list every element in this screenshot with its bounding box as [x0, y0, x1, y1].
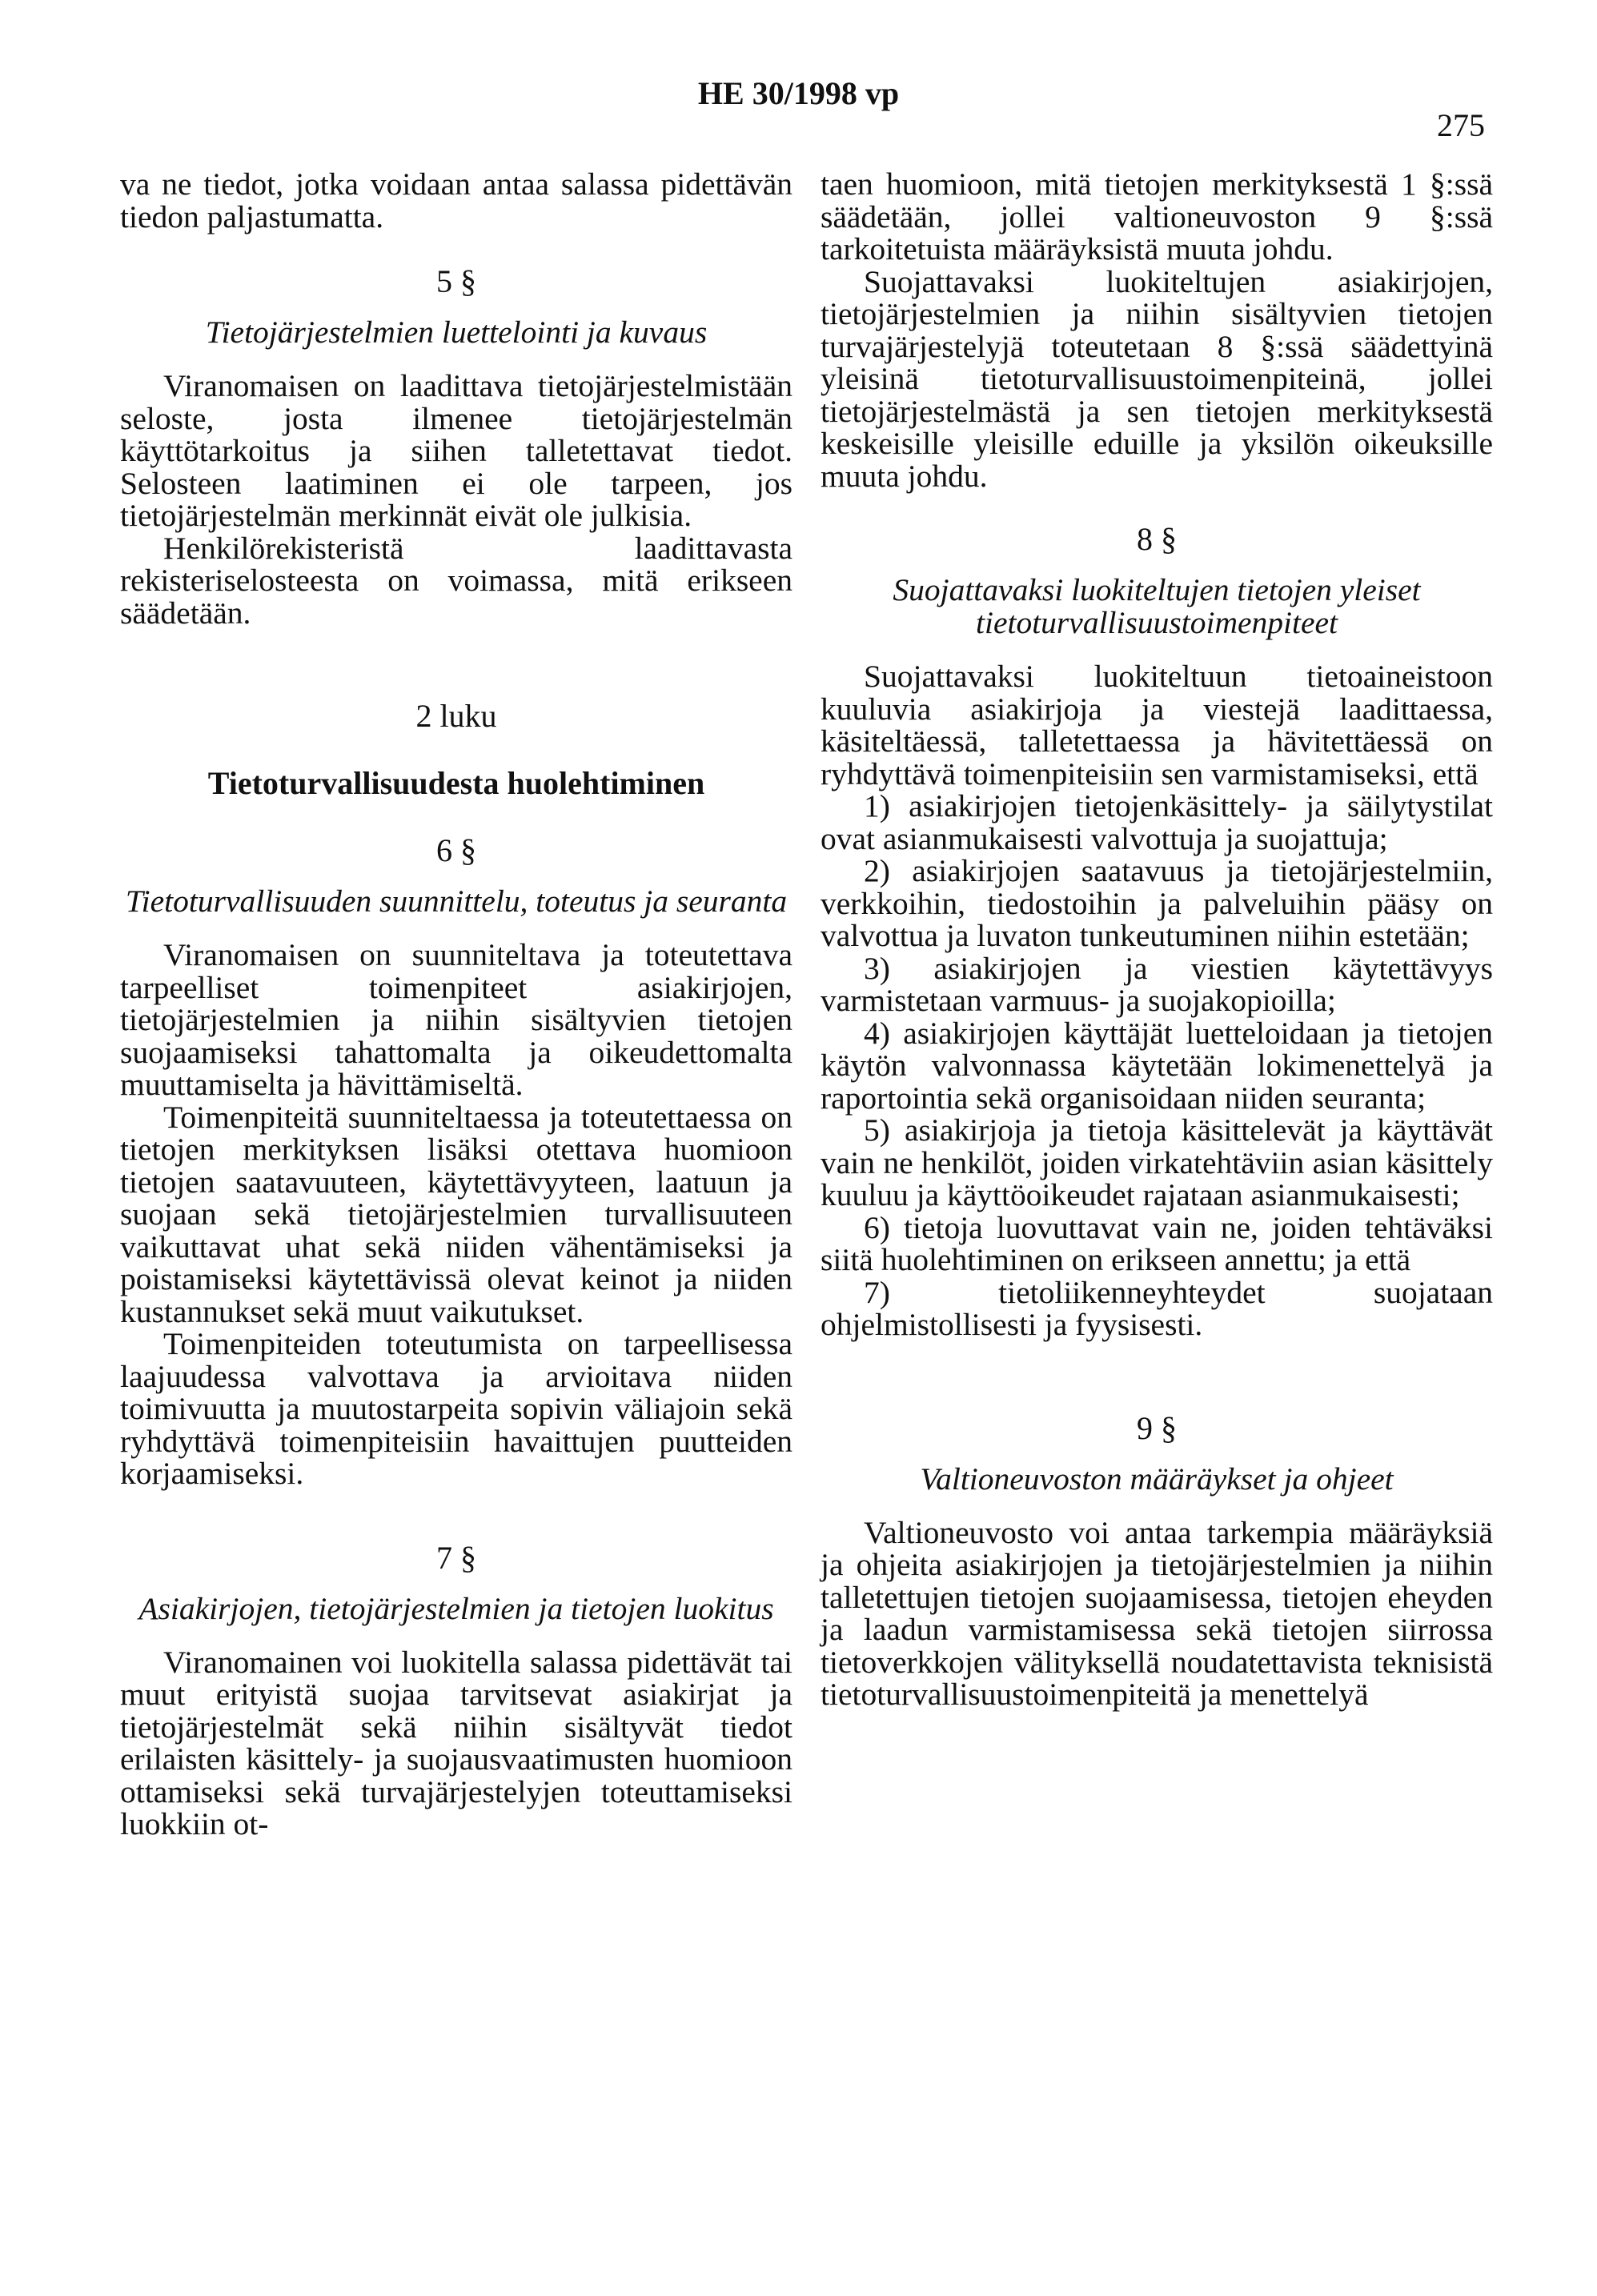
- section-number: 7 §: [436, 1539, 476, 1576]
- section-title: Tietojärjestelmien luettelointi ja kuvaus: [205, 315, 708, 350]
- paragraph: Suojattavaksi luokiteltuun tietoaineistoon kuuluvia asiakirjoja ja viestejä laadittaessa, käsiteltäessä, talletettaessa ja hävitettäessä on ryhdyttävä toimenpiteisiin sen varmistamiseksi, että: [821, 659, 1493, 791]
- right-column: [821, 168, 1493, 1711]
- chapter-number: 2 luku: [415, 698, 497, 734]
- page-number: 275: [1437, 107, 1485, 143]
- paragraph: Henkilörekisteristä laadittavasta rekisteriselosteesta on voimassa, mitä erikseen säädetään.: [120, 530, 792, 631]
- section-title: Asiakirjojen, tietojärjestelmien ja tietojen luokitus: [138, 1590, 774, 1626]
- list-item: 7) tietoliikenneyhteydet suojataan ohjelmistollisesti ja fyysisesti.: [821, 1274, 1493, 1342]
- chapter-title: Tietoturvallisuudesta huolehtiminen: [207, 765, 705, 801]
- paragraph: taen huomioon, mitä tietojen merkityksestä 1 §:ssä säädetään, jollei valtioneuvoston 9 §:ssä tarkoitetuista määräyksistä muuta johdu.: [821, 166, 1493, 266]
- section-title: Suojattavaksi luokiteltujen tietojen yleiset tietoturvallisuustoimenpiteet: [893, 572, 1421, 640]
- list-item: 6) tietoja luovuttavat vain ne, joiden tehtäväksi siitä huolehtiminen on erikseen annettu; ja että: [821, 1209, 1493, 1277]
- paragraph: Toimenpiteitä suunniteltaessa ja toteutettaessa on tietojen merkityksen lisäksi otettava huomioon tietojen saatavuuteen, käytettävyyteen, laatuun ja suojaan sekä tietojärjestelmien turvallisuuteen vaikuttavat uhat sekä niiden vähentämiseksi ja poistamiseksi käytettävissä olevat keinot ja niiden kustannukset sekä muut vaikutukset.: [120, 1099, 792, 1329]
- list-item: 1) asiakirjojen tietojenkäsittely- ja säilytystilat ovat asianmukaisesti valvottuja ja suojattuja;: [821, 788, 1493, 856]
- list-item: 2) asiakirjojen saatavuus ja tietojärjestelmiin, verkkoihin, tiedostoihin ja palveluihin pääsy on valvottua ja luvaton tunkeutuminen niihin estetään;: [821, 853, 1493, 953]
- document-title: HE 30/1998 vp: [697, 75, 900, 111]
- paragraph: Viranomaisen on suunniteltava ja toteutettava tarpeelliset toimenpiteet asiakirjojen, tietojärjestelmien ja niihin sisältyvien tietojen suojaamiseksi tahattomalta ja oikeudettomalta muuttamiselta ja hävittämiseltä.: [120, 937, 792, 1102]
- paragraph: Suojattavaksi luokiteltujen asiakirjojen, tietojärjestelmien ja niihin sisältyvien tietojen turvajärjestelyjä toteutetaan 8 §:ssä säädettyinä yleisinä tietoturvallisuustoimenpiteinä, jollei tietojärjestelmästä ja sen tietojen merkityksestä keskeisille yleisille eduille ja yksilön oikeuksille muuta johdu.: [821, 263, 1493, 494]
- paragraph: Valtioneuvosto voi antaa tarkempia määräyksiä ja ohjeita asiakirjojen ja tietojärjestelmien ja niihin talletettujen tietojen suojaamisessa, tietojen eheyden ja laadun varmistamisessa sekä tietojen siirrossa tietoverkkojen välityksellä noudatettavista teknisistä tietoturvallisuustoimenpiteitä ja menettelyä: [821, 1514, 1493, 1712]
- paragraph: Viranomaisen on laadittava tietojärjestelmistään seloste, josta ilmenee tietojärjestelmän käyttötarkoitus ja siihen talletettavat tiedot. Selosteen laatiminen ei ole tarpeen, jos tietojärjestelmän merkinnät eivät ole julkisia.: [120, 368, 792, 533]
- paragraph: va ne tiedot, jotka voidaan antaa salassa pidettävän tiedon paljastumatta.: [120, 166, 792, 234]
- list-item: 5) asiakirjoja ja tietoja käsittelevät ja käyttävät vain ne henkilöt, joiden virkatehtäviin asian käsittely kuuluu ja käyttöoikeudet rajataan asianmukaisesti;: [821, 1112, 1493, 1212]
- section-number: 9 §: [1137, 1409, 1177, 1446]
- section-number: 6 §: [436, 832, 476, 868]
- paragraph: Toimenpiteiden toteutumista on tarpeellisessa laajuudessa valvottava ja arvioitava niiden toimivuutta ja muutostarpeita sopivin väliajoin sekä ryhdyttävä toimenpiteisiin havaittujen puutteiden korjaamiseksi.: [120, 1326, 792, 1491]
- section-title: Valtioneuvoston määräykset ja ohjeet: [920, 1461, 1394, 1497]
- paragraph: Viranomainen voi luokitella salassa pidettävät tai muut erityistä suojaa tarvitsevat asiakirjat ja tietojärjestelmät sekä niihin sisältyvät tiedot erilaisten käsittely- ja suojausvaatimusten huomioon ottamiseksi sekä turvajärjestelyjen toteuttamiseksi luokkiin ot-: [120, 1644, 792, 1841]
- section-number: 8 §: [1137, 521, 1177, 557]
- section-title: Tietoturvallisuuden suunnittelu, toteutus ja seuranta: [125, 884, 788, 919]
- left-column: [120, 168, 792, 1841]
- section-number: 5 §: [436, 263, 476, 299]
- list-item: 3) asiakirjojen ja viestien käytettävyys varmistetaan varmuus- ja suojakopioilla;: [821, 950, 1493, 1018]
- list-item: 4) asiakirjojen käyttäjät luetteloidaan ja tietojen käytön valvonnassa käytetään lokimenettelyä ja raportointia sekä organisoidaan niiden seuranta;: [821, 1015, 1493, 1116]
